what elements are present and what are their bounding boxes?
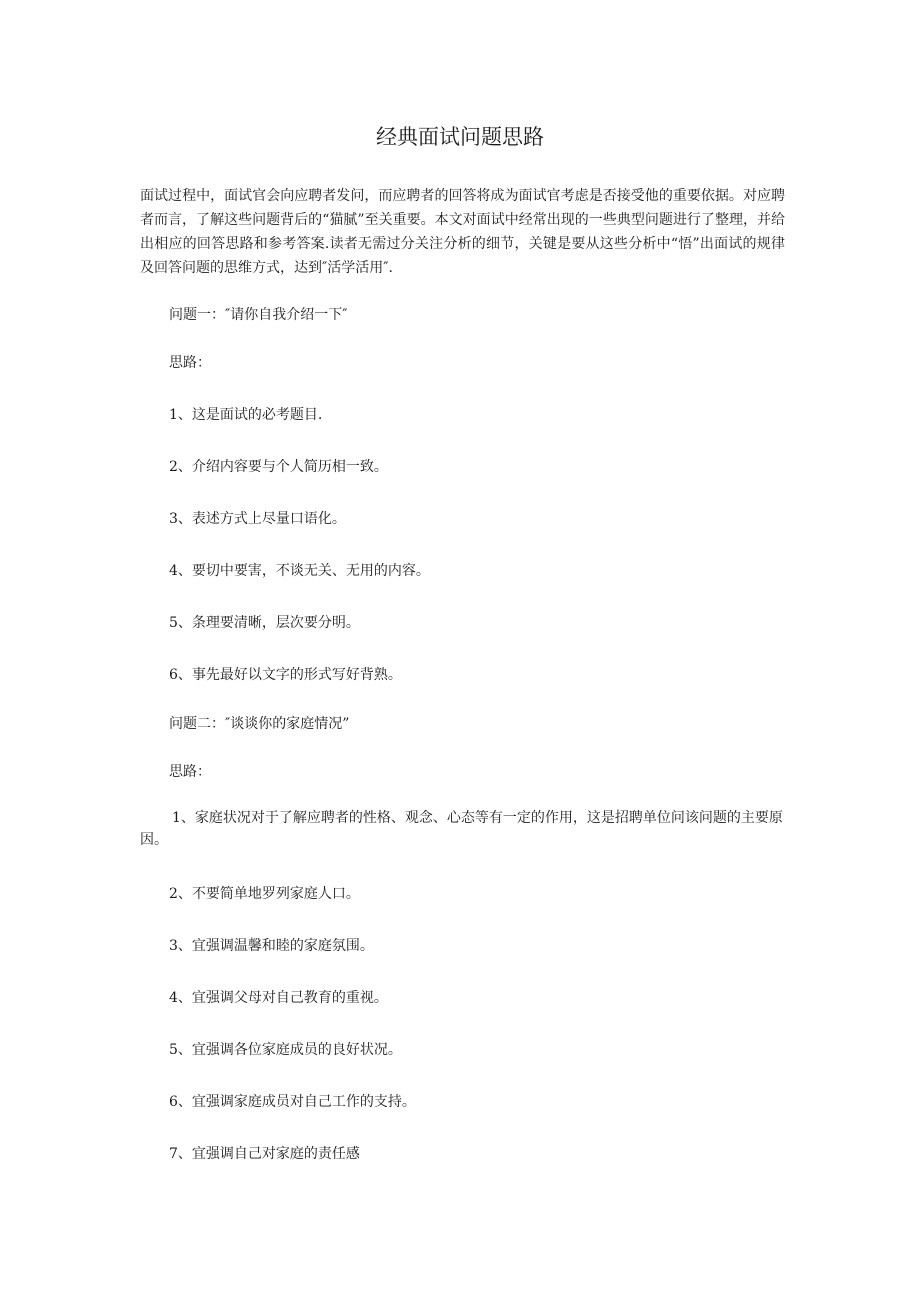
question-2-point: 2、不要简单地罗列家庭人口。 xyxy=(169,886,360,902)
intro-paragraph: 面试过程中，面试官会向应聘者发问，而应聘者的回答将成为面试官考虑是否接受他的重要依据。对应聘者而言，了解这些问题背后的“猫腻”至关重要。本文对面试中经常出现的一些典型问题进行了整理，并给出相应的回答思路和参考答案.读者无需过分关注分析的细节，关键是要从这些分析中“悟”出面试的规律及回答问题的思维方式，达到″活学活用″. xyxy=(140,188,785,276)
document-title: 经典面试问题思路 xyxy=(376,125,544,149)
question-1-point: 5、条理要清晰，层次要分明。 xyxy=(169,615,360,631)
question-1-point: 6、事先最好以文字的形式写好背熟。 xyxy=(169,667,402,683)
question-2-point: 5、宜强调各位家庭成员的良好状况。 xyxy=(169,1042,402,1058)
question-1-point: 3、表述方式上尽量口语化。 xyxy=(169,511,346,527)
question-1-point: 4、要切中要害，不谈无关、无用的内容。 xyxy=(169,563,430,579)
question-1-point: 1、这是面试的必考题目. xyxy=(169,407,323,423)
question-1-point: 2、介绍内容要与个人简历相一致。 xyxy=(169,459,388,475)
question-2-point: 1、家庭状况对于了解应聘者的性格、观念、心态等有一定的作用，这是招聘单位问该问题的主要原因。 xyxy=(140,810,783,848)
question-2-point: 3、宜强调温馨和睦的家庭氛围。 xyxy=(169,938,374,954)
question-2-point: 7、宜强调自己对家庭的责任感 xyxy=(169,1146,360,1162)
question-2-thinking-label: 思路： xyxy=(169,764,211,780)
question-2-point: 4、宜强调父母对自己教育的重视。 xyxy=(169,990,388,1006)
question-2-heading: 问题二：″谈谈你的家庭情况” xyxy=(169,716,350,732)
question-2-point: 6、宜强调家庭成员对自己工作的支持。 xyxy=(169,1094,416,1110)
question-1-thinking-label: 思路： xyxy=(169,355,211,371)
question-1-heading: 问题一：″请你自我介绍一下″ xyxy=(169,307,348,323)
